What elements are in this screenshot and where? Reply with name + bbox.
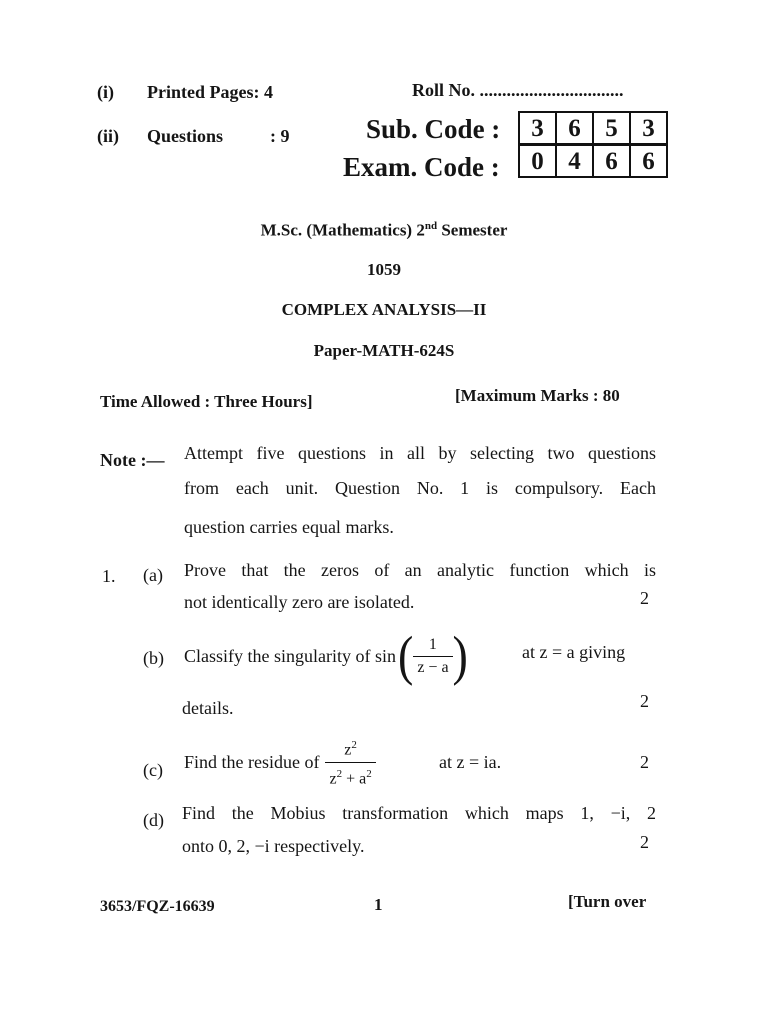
part-b-fraction: [413, 636, 452, 677]
part-c-den-sup-2: 2: [366, 767, 372, 780]
printed-pages: Printed Pages: 4: [147, 82, 273, 102]
part-c-den-sup-1: 2: [336, 767, 343, 780]
exam-code-boxes: [518, 144, 668, 178]
note-label: Note :—: [100, 450, 165, 470]
part-c-expression: [184, 734, 376, 790]
part-c-den-z: z: [329, 769, 337, 787]
sub-code-digit: 5: [592, 113, 629, 143]
note-line-2: from each unit. Question No. 1 is compulsory. Each: [184, 478, 656, 498]
right-paren: ): [452, 624, 468, 686]
pages-label: (i): [97, 82, 114, 102]
questions-value: : 9: [270, 126, 290, 146]
paper-code: Paper-MATH-624S: [313, 341, 455, 360]
part-b-pre: Classify the singularity of sin: [184, 645, 396, 666]
part-d-line-1: Find the Mobius transformation which maps 1, −i, 2: [182, 803, 656, 823]
footer-page-number: 1: [374, 895, 383, 914]
maximum-marks: [Maximum Marks : 80: [455, 386, 620, 405]
part-b-numerator: 1: [428, 635, 437, 653]
sub-code-digit: 6: [555, 113, 592, 143]
sub-code-label: Sub. Code :: [366, 114, 501, 144]
part-c-fraction: [325, 736, 375, 788]
part-c-marks: 2: [640, 752, 649, 772]
part-a-line-1: Prove that the zeros of an analytic function which is: [184, 560, 656, 580]
program-sup: nd: [424, 220, 438, 232]
questions-text: Questions: [147, 126, 224, 146]
time-allowed: Time Allowed : Three Hours]: [100, 392, 313, 411]
part-c-denominator: [325, 762, 375, 788]
exam-code-label: Exam. Code :: [343, 152, 500, 182]
part-b-label: (b): [143, 648, 164, 668]
question-number: 1.: [102, 566, 116, 586]
part-c-label: (c): [143, 760, 163, 780]
part-b-denominator: z − a: [413, 656, 452, 677]
part-c-numerator: [340, 736, 361, 761]
left-paren: (: [397, 624, 414, 686]
program-text: M.Sc. (Mathematics) 2: [260, 220, 425, 240]
questions-label: (ii): [97, 126, 119, 146]
roll-number: Roll No. ................................: [412, 80, 624, 100]
program-tail: Semester: [437, 220, 508, 240]
part-a-label: (a): [143, 565, 163, 585]
part-c-den-a: + a: [342, 769, 367, 787]
footer-turn-over: [Turn over: [568, 892, 647, 911]
subject-title: COMPLEX ANALYSIS—II: [281, 300, 487, 319]
part-d-label: (d): [143, 810, 164, 830]
part-b-expression: [184, 626, 468, 686]
part-a-marks: 2: [640, 588, 649, 608]
part-c-num-base: z: [344, 741, 352, 759]
sub-code-digit: 3: [531, 115, 544, 142]
part-b-marks: 2: [640, 691, 649, 711]
exam-code-digit: 6: [629, 146, 666, 176]
part-b-line-2: details.: [182, 698, 234, 718]
part-c-pre: Find the residue of: [184, 751, 320, 772]
part-d-marks: 2: [640, 832, 649, 852]
exam-code-digit: 4: [555, 146, 592, 176]
sub-code-boxes: [518, 111, 668, 145]
note-line-1: Attempt five questions in all by selecting two questions: [184, 443, 656, 463]
exam-code-digit: 0: [531, 148, 544, 175]
part-b-post: at z = a giving: [522, 642, 626, 662]
part-a-line-2: not identically zero are isolated.: [184, 592, 415, 612]
part-c-num-sup: 2: [351, 739, 357, 752]
exam-code-digit: 6: [592, 146, 629, 176]
part-c-post: at z = ia.: [439, 752, 502, 772]
course-number: 1059: [367, 260, 401, 279]
part-d-line-2: onto 0, 2, −i respectively.: [182, 836, 365, 856]
sub-code-digit: 3: [629, 113, 666, 143]
program-title: [0, 220, 768, 241]
footer-code: 3653/FQZ-16639: [100, 898, 215, 915]
note-line-3: question carries equal marks.: [184, 517, 394, 537]
